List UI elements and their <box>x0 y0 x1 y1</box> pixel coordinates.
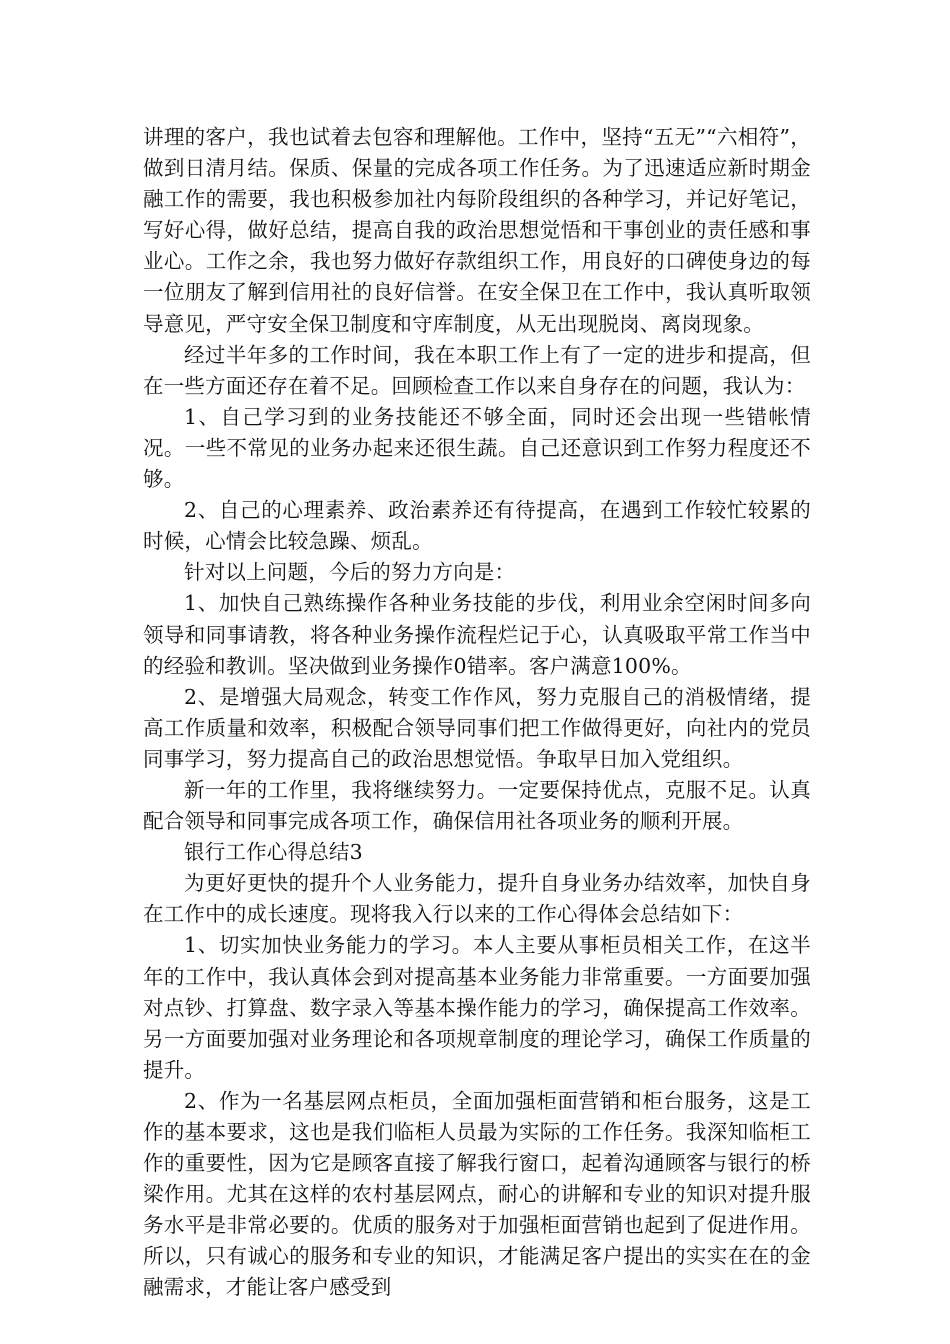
section-heading: 银行工作心得总结3 <box>184 840 363 865</box>
paragraph: 经过半年多的工作时间，我在本职工作上有了一定的进步和提高，但在一些方面还存在着不足。回顾检查工作以来自身存在的问题，我认为： <box>143 342 811 398</box>
paragraph: 讲理的客户，我也试着去包容和理解他。工作中，坚持“五无”“六相符”，做到日清月结。保质、保量的完成各项工作任务。为了迅速适应新时期金融工作的需要，我也积极参加社内每阶段组织的各种学习，并记好笔记，写好心得，做好总结，提高自我的政治思想觉悟和干事创业的责任感和事业心。工作之余，我也努力做好存款组织工作，用良好的口碑使身边的每一位朋友了解到信用社的良好信誉。在安全保卫在工作中，我认真听取领导意见，严守安全保卫制度和守库制度，从无出现脱岗、离岗现象。 <box>143 125 811 336</box>
paragraph: 新一年的工作里，我将继续努力。一定要保持优点，克服不足。认真配合领导和同事完成各项工作，确保信用社各项业务的顺利开展。 <box>143 777 811 834</box>
list-item: 1、切实加快业务能力的学习。本人主要从事柜员相关工作，在这半年的工作中，我认真体会到对提高基本业务能力非常重要。一方面要加强对点钞、打算盘、数字录入等基本操作能力的学习，确保提高工作效率。另一方面要加强对业务理论和各项规章制度的理论学习，确保工作质量的提升。 <box>143 933 811 1082</box>
list-item: 1、自己学习到的业务技能还不够全面，同时还会出现一些错帐情况。一些不常见的业务办起来还很生蔬。自己还意识到工作努力程度还不够。 <box>143 404 811 492</box>
list-item: 2、自己的心理素养、政治素养还有待提高，在遇到工作较忙较累的时候，心情会比较急躁、烦乱。 <box>143 498 811 554</box>
paragraph: 针对以上问题，今后的努力方向是： <box>184 560 516 585</box>
list-item: 2、是增强大局观念，转变工作作风，努力克服自己的消极情绪，提高工作质量和效率，积极配合领导同事们把工作做得更好，向社内的党员同事学习，努力提高自己的政治思想觉悟。争取早日加入党组织。 <box>143 684 811 771</box>
document-body <box>143 122 811 1304</box>
paragraph: 为更好更快的提升个人业务能力，提升自身业务办结效率，加快自身在工作中的成长速度。现将我入行以来的工作心得体会总结如下： <box>143 871 811 927</box>
list-item: 1、加快自己熟练操作各种业务技能的步伐，利用业余空闲时间多向领导和同事请教，将各种业务操作流程烂记于心，认真吸取平常工作当中的经验和教训。坚决做到业务操作0错率。客户满意100%。 <box>143 591 811 678</box>
list-item: 2、作为一名基层网点柜员，全面加强柜面营销和柜台服务，这是工作的基本要求，这也是我们临柜人员最为实际的工作任务。我深知临柜工作的重要性，因为它是顾客直接了解我行窗口，起着沟通顾客与银行的桥梁作用。尤其在这样的农村基层网点，耐心的讲解和专业的知识对提升服务水平是非常必要的。优质的服务对于加强柜面营销也起到了促进作用。所以，只有诚心的服务和专业的知识，才能满足客户提出的实实在在的金融需求，才能让客户感受到 <box>143 1088 811 1300</box>
